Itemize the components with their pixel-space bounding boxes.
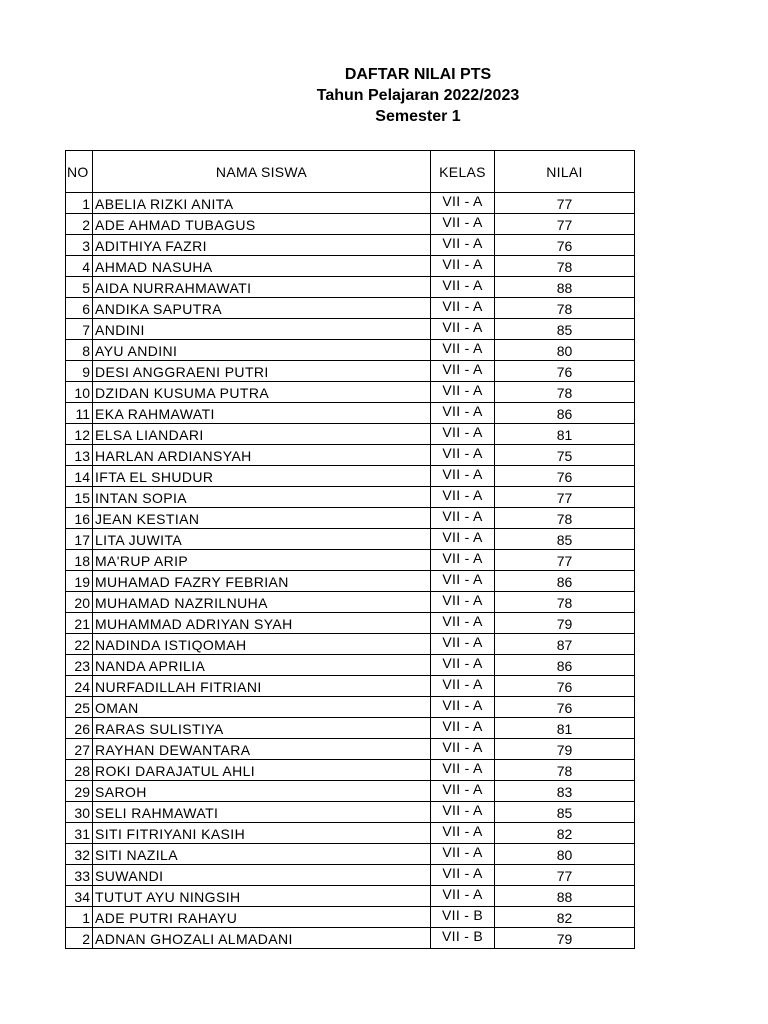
table-row [66, 340, 635, 361]
row-number: 25 [66, 697, 93, 718]
student-name: NADINDA ISTIQOMAH [93, 634, 431, 655]
student-name: OMAN [93, 697, 431, 718]
table-row [66, 487, 635, 508]
student-name: ANDINI [93, 319, 431, 340]
column-header-kelas: KELAS [431, 151, 495, 193]
score-cell: 78 [495, 256, 635, 277]
row-number: 2 [66, 928, 93, 949]
table-row [66, 424, 635, 445]
row-number: 24 [66, 676, 93, 697]
table-row [66, 571, 635, 592]
student-name: DZIDAN KUSUMA PUTRA [93, 382, 431, 403]
table-row [66, 382, 635, 403]
score-cell: 88 [495, 886, 635, 907]
class-cell: VII - B [431, 928, 495, 949]
table-row [66, 760, 635, 781]
score-cell: 75 [495, 445, 635, 466]
score-cell: 78 [495, 508, 635, 529]
row-number: 7 [66, 319, 93, 340]
row-number: 28 [66, 760, 93, 781]
student-name: SITI NAZILA [93, 844, 431, 865]
class-cell: VII - A [431, 634, 495, 655]
student-name: AIDA NURRAHMAWATI [93, 277, 431, 298]
score-cell: 82 [495, 823, 635, 844]
table-row [66, 256, 635, 277]
score-cell: 86 [495, 571, 635, 592]
row-number: 20 [66, 592, 93, 613]
student-name: ADE PUTRI RAHAYU [93, 907, 431, 928]
score-cell: 78 [495, 592, 635, 613]
score-cell: 76 [495, 361, 635, 382]
table-row [66, 277, 635, 298]
class-cell: VII - A [431, 844, 495, 865]
class-cell: VII - A [431, 529, 495, 550]
student-name: MUHAMAD NAZRILNUHA [93, 592, 431, 613]
class-cell: VII - A [431, 466, 495, 487]
student-name: SAROH [93, 781, 431, 802]
table-row [66, 319, 635, 340]
row-number: 22 [66, 634, 93, 655]
table-row [66, 466, 635, 487]
class-cell: VII - A [431, 382, 495, 403]
row-number: 4 [66, 256, 93, 277]
score-cell: 79 [495, 928, 635, 949]
row-number: 5 [66, 277, 93, 298]
score-cell: 76 [495, 235, 635, 256]
header-row [66, 151, 635, 193]
table-row [66, 193, 635, 214]
class-cell: VII - A [431, 403, 495, 424]
row-number: 10 [66, 382, 93, 403]
student-name: EKA RAHMAWATI [93, 403, 431, 424]
student-name: DESI ANGGRAENI PUTRI [93, 361, 431, 382]
class-cell: VII - A [431, 277, 495, 298]
document-header [0, 64, 768, 127]
row-number: 8 [66, 340, 93, 361]
class-cell: VII - B [431, 907, 495, 928]
class-cell: VII - A [431, 193, 495, 214]
column-header-nama: NAMA SISWA [93, 151, 431, 193]
table-row [66, 550, 635, 571]
class-cell: VII - A [431, 802, 495, 823]
row-number: 19 [66, 571, 93, 592]
table-row [66, 235, 635, 256]
document-title: DAFTAR NILAI PTS [344, 66, 492, 83]
row-number: 1 [66, 193, 93, 214]
score-cell: 78 [495, 382, 635, 403]
class-cell: VII - A [431, 445, 495, 466]
score-cell: 80 [495, 844, 635, 865]
table-row [66, 676, 635, 697]
score-cell: 83 [495, 781, 635, 802]
class-cell: VII - A [431, 697, 495, 718]
row-number: 12 [66, 424, 93, 445]
student-name: ROKI DARAJATUL AHLI [93, 760, 431, 781]
row-number: 18 [66, 550, 93, 571]
row-number: 32 [66, 844, 93, 865]
table-row [66, 697, 635, 718]
score-cell: 86 [495, 403, 635, 424]
table-row [66, 802, 635, 823]
table-row [66, 361, 635, 382]
class-cell: VII - A [431, 361, 495, 382]
table-row [66, 634, 635, 655]
student-name: HARLAN ARDIANSYAH [93, 445, 431, 466]
score-cell: 85 [495, 529, 635, 550]
class-cell: VII - A [431, 760, 495, 781]
table-row [66, 781, 635, 802]
row-number: 1 [66, 907, 93, 928]
row-number: 33 [66, 865, 93, 886]
student-name: ADITHIYA FAZRI [93, 235, 431, 256]
score-cell: 81 [495, 718, 635, 739]
student-name: RAYHAN DEWANTARA [93, 739, 431, 760]
student-name: LITA JUWITA [93, 529, 431, 550]
class-cell: VII - A [431, 487, 495, 508]
row-number: 17 [66, 529, 93, 550]
row-number: 13 [66, 445, 93, 466]
grades-table [65, 150, 635, 949]
student-name: JEAN KESTIAN [93, 508, 431, 529]
score-cell: 76 [495, 697, 635, 718]
score-cell: 79 [495, 613, 635, 634]
student-name: ADNAN GHOZALI ALMADANI [93, 928, 431, 949]
student-name: ELSA LIANDARI [93, 424, 431, 445]
table-row [66, 718, 635, 739]
student-name: MUHAMAD FAZRY FEBRIAN [93, 571, 431, 592]
class-cell: VII - A [431, 592, 495, 613]
class-cell: VII - A [431, 235, 495, 256]
column-header-no: NO [66, 151, 93, 193]
table-row [66, 214, 635, 235]
table-row [66, 907, 635, 928]
score-cell: 78 [495, 298, 635, 319]
class-cell: VII - A [431, 613, 495, 634]
row-number: 11 [66, 403, 93, 424]
student-name: ABELIA RIZKI ANITA [93, 193, 431, 214]
row-number: 14 [66, 466, 93, 487]
row-number: 30 [66, 802, 93, 823]
class-cell: VII - A [431, 340, 495, 361]
table-row [66, 739, 635, 760]
score-cell: 78 [495, 760, 635, 781]
row-number: 9 [66, 361, 93, 382]
score-cell: 76 [495, 466, 635, 487]
student-name: MA'RUP ARIP [93, 550, 431, 571]
score-cell: 77 [495, 214, 635, 235]
table-row [66, 298, 635, 319]
score-cell: 82 [495, 907, 635, 928]
class-cell: VII - A [431, 886, 495, 907]
student-name: AYU ANDINI [93, 340, 431, 361]
score-cell: 85 [495, 802, 635, 823]
class-cell: VII - A [431, 550, 495, 571]
class-cell: VII - A [431, 823, 495, 844]
class-cell: VII - A [431, 256, 495, 277]
class-cell: VII - A [431, 214, 495, 235]
student-name: IFTA EL SHUDUR [93, 466, 431, 487]
table-row [66, 865, 635, 886]
score-cell: 77 [495, 550, 635, 571]
table-row [66, 403, 635, 424]
table-row [66, 529, 635, 550]
score-cell: 77 [495, 487, 635, 508]
row-number: 21 [66, 613, 93, 634]
table-row [66, 844, 635, 865]
row-number: 27 [66, 739, 93, 760]
column-header-nilai: NILAI [495, 151, 635, 193]
score-cell: 87 [495, 634, 635, 655]
row-number: 34 [66, 886, 93, 907]
class-cell: VII - A [431, 298, 495, 319]
student-name: NANDA APRILIA [93, 655, 431, 676]
class-cell: VII - A [431, 424, 495, 445]
score-cell: 77 [495, 865, 635, 886]
table-body [66, 193, 635, 949]
student-name: TUTUT AYU NINGSIH [93, 886, 431, 907]
score-cell: 85 [495, 319, 635, 340]
table-row [66, 445, 635, 466]
student-name: AHMAD NASUHA [93, 256, 431, 277]
class-cell: VII - A [431, 319, 495, 340]
table-row [66, 928, 635, 949]
table-row [66, 613, 635, 634]
student-name: ANDIKA SAPUTRA [93, 298, 431, 319]
table-header [66, 151, 635, 193]
student-name: SELI RAHMAWATI [93, 802, 431, 823]
student-name: SUWANDI [93, 865, 431, 886]
row-number: 2 [66, 214, 93, 235]
table-row [66, 823, 635, 844]
row-number: 15 [66, 487, 93, 508]
class-cell: VII - A [431, 718, 495, 739]
score-cell: 79 [495, 739, 635, 760]
table-row [66, 592, 635, 613]
row-number: 6 [66, 298, 93, 319]
row-number: 23 [66, 655, 93, 676]
class-cell: VII - A [431, 865, 495, 886]
semester-label: Semester 1 [375, 108, 461, 125]
row-number: 29 [66, 781, 93, 802]
score-cell: 80 [495, 340, 635, 361]
score-cell: 81 [495, 424, 635, 445]
row-number: 31 [66, 823, 93, 844]
student-name: RARAS SULISTIYA [93, 718, 431, 739]
student-name: ADE AHMAD TUBAGUS [93, 214, 431, 235]
class-cell: VII - A [431, 676, 495, 697]
score-cell: 76 [495, 676, 635, 697]
score-cell: 77 [495, 193, 635, 214]
student-name: MUHAMMAD ADRIYAN SYAH [93, 613, 431, 634]
score-cell: 86 [495, 655, 635, 676]
student-name: SITI FITRIYANI KASIH [93, 823, 431, 844]
academic-year: Tahun Pelajaran 2022/2023 [316, 87, 520, 104]
student-name: INTAN SOPIA [93, 487, 431, 508]
score-cell: 88 [495, 277, 635, 298]
class-cell: VII - A [431, 739, 495, 760]
row-number: 3 [66, 235, 93, 256]
row-number: 16 [66, 508, 93, 529]
student-name: NURFADILLAH FITRIANI [93, 676, 431, 697]
class-cell: VII - A [431, 571, 495, 592]
class-cell: VII - A [431, 508, 495, 529]
table-row [66, 886, 635, 907]
class-cell: VII - A [431, 655, 495, 676]
table-row [66, 508, 635, 529]
row-number: 26 [66, 718, 93, 739]
table-row [66, 655, 635, 676]
class-cell: VII - A [431, 781, 495, 802]
